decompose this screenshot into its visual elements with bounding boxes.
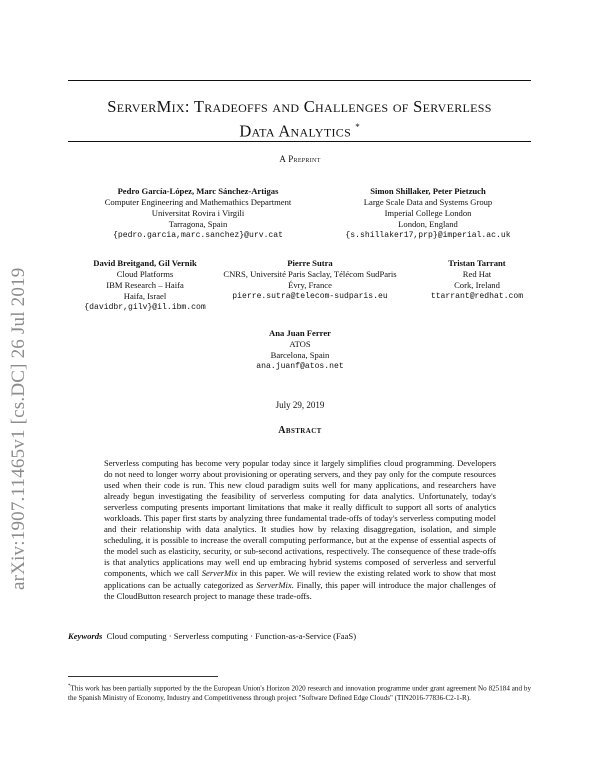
title-line-1: ServerMix: Tradeoffs and Challenges of Serverless <box>107 97 492 116</box>
author-affiliation: Universitat Rovira i Virgili <box>151 208 245 218</box>
footnote-text: This work has been partially supported by the the European Union's Horizon 2020 research and innovation programme under grant agreement No 825184 and by the Spanish Ministry of Economy, Industry and Competitiveness through project "Software Defined Edge Clouds" (TIN2016-77836-C2-1-R). <box>68 684 531 702</box>
abstract-text: in this paper. We will review the existing related work to show that most applications can be actually categorized as <box>104 568 496 590</box>
title-line-2 <box>68 117 531 142</box>
abstract-body <box>104 458 496 602</box>
keywords-label: Keywords <box>68 631 103 641</box>
author-email: pierre.sutra@telecom-sudparis.eu <box>232 292 388 301</box>
keywords-line <box>68 631 538 641</box>
title-line-2-text: Data Analytics <box>239 121 352 141</box>
author-affiliation: Cork, Ireland <box>454 280 500 290</box>
paper-date: July 29, 2019 <box>275 400 325 410</box>
author-affiliation: Computer Engineering and Mathemathics Department <box>104 197 292 207</box>
footnote <box>68 682 531 703</box>
footnote-rule <box>68 676 218 677</box>
author-name: Tristan Tarrant <box>448 258 506 268</box>
author-affiliation: Tarragona, Spain <box>168 219 228 229</box>
author-email: {s.shillaker17,prp}@imperial.ac.uk <box>345 231 511 240</box>
author-name: Ana Juan Ferrer <box>269 328 331 338</box>
author-affiliation: Red Hat <box>462 269 492 279</box>
author-name: Pedro García-López, Marc Sánchez-Artigas <box>117 186 279 196</box>
author-block-6 <box>225 328 375 372</box>
author-affiliation: Cloud Platforms <box>116 269 174 279</box>
author-affiliation: London, England <box>398 219 458 229</box>
title-rule-top <box>68 80 531 81</box>
author-affiliation: CNRS, Université Paris Saclay, Télécom SudParis <box>223 269 397 279</box>
author-block-5 <box>412 258 542 302</box>
author-name: Pierre Sutra <box>287 258 333 268</box>
author-name: Simon Shillaker, Peter Pietzuch <box>370 186 486 196</box>
author-affiliation: IBM Research – Haifa <box>106 280 184 290</box>
abstract-term: ServerMix <box>201 568 238 579</box>
abstract-text: Serverless computing has become very popular today since it largely simplifies cloud programming. Developers do not need to longer worry about provisioning or operating servers, and they pay only for the compute resources used when their code is run. This new cloud paradigm suits well for many applications, and researchers have already begun investigating the feasibility of serverless computing for data analytics. Unfortunately, today's serverless computing presents important limitations that make it really difficult to support all sorts of analytics workloads. This paper first starts by analyzing three fundamental trade-offs of today's serverless computing model and their relationship with data analytics. It studies how by relaxing disaggregation, isolation, and simple scheduling, it is possible to increase the overall computing performance, but at the expense of essential aspects of the model such as elasticity, security, or sub-second activations, respectively. The consequence of these trade-offs is that analytics applications may well end up embracing hybrid systems composed of serverless and serverful components, which we call <box>104 458 496 579</box>
author-affiliation: Haifa, Israel <box>123 291 167 301</box>
title-rule-bottom <box>68 141 531 142</box>
abstract-term: ServerMix <box>256 579 292 590</box>
author-email: {pedro.garcia,marc.sanchez}@urv.cat <box>113 231 283 240</box>
abstract-heading: Abstract <box>278 425 322 436</box>
author-block-2 <box>328 186 528 241</box>
author-affiliation: Évry, France <box>288 280 332 290</box>
author-block-3 <box>70 258 220 313</box>
author-email: ana.juanf@atos.net <box>256 362 344 371</box>
paper-title <box>68 96 531 142</box>
author-email: ttarrant@redhat.com <box>430 292 524 301</box>
preprint-label: A Preprint <box>279 154 321 164</box>
author-email: {davidbr,gilv}@il.ibm.com <box>84 303 206 312</box>
author-affiliation: Large Scale Data and Systems Group <box>363 197 493 207</box>
author-block-4 <box>220 258 400 302</box>
abstract-text: . Finally, this paper will introduce the major challenges of the CloudButton research project to manage these trade-offs. <box>104 579 496 601</box>
author-affiliation: Imperial College London <box>384 208 472 218</box>
keywords-text: Cloud computing · Serverless computing · Function-as-a-Service (FaaS) <box>106 631 357 641</box>
footnote-mark: * <box>68 684 71 689</box>
title-footnote-mark: * <box>355 122 360 132</box>
author-affiliation: ATOS <box>289 339 311 349</box>
author-name: David Breitgand, Gil Vernik <box>93 258 197 268</box>
author-affiliation: Barcelona, Spain <box>270 350 330 360</box>
author-block-1 <box>98 186 298 241</box>
arxiv-identifier: arXiv:1907.11465v1 [cs.DC] 26 Jul 2019 <box>8 267 29 590</box>
